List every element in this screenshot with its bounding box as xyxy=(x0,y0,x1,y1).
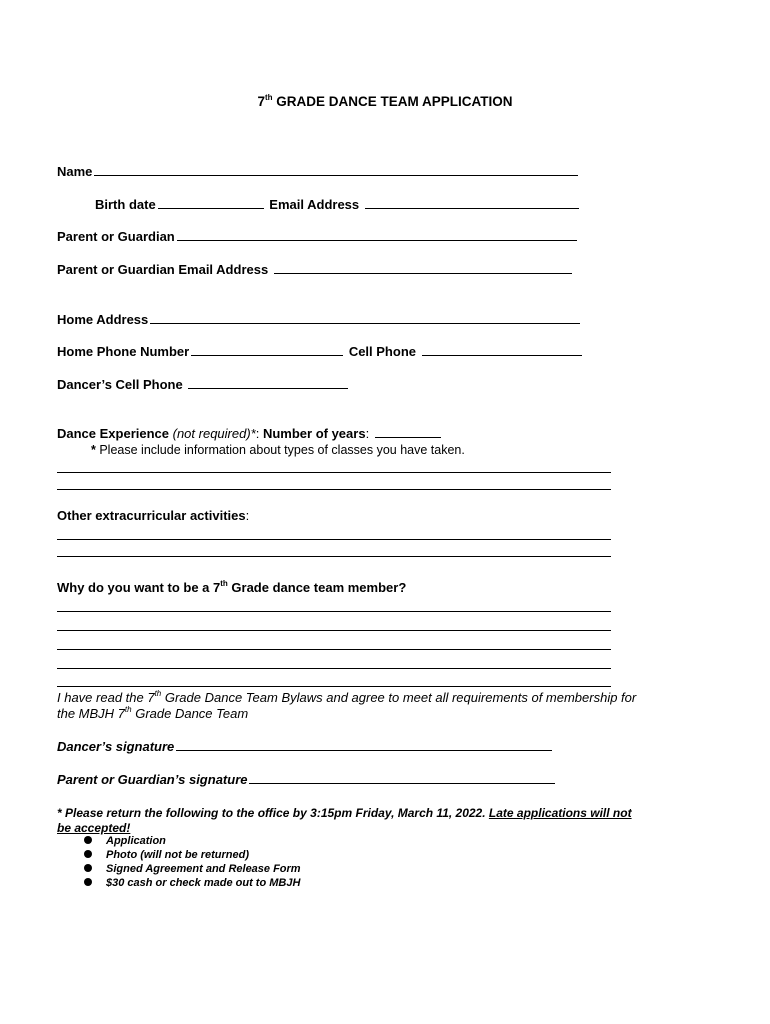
experience-colon: : xyxy=(255,426,263,441)
why-line-1[interactable] xyxy=(57,611,611,612)
dancer-signature-field[interactable] xyxy=(57,739,552,754)
parent-field[interactable] xyxy=(57,229,577,244)
extracurricular-row xyxy=(57,508,249,523)
name-field[interactable] xyxy=(57,164,578,179)
email-label: Email Address xyxy=(269,197,360,212)
parent-email-field[interactable] xyxy=(57,262,572,277)
agreement-text-1b: Grade Dance Team Bylaws and agree to meet all requirements of membership for xyxy=(161,690,637,705)
dancer-signature-label: Dancer’s signature xyxy=(57,739,175,754)
page-title: 7th GRADE DANCE TEAM APPLICATION xyxy=(257,92,513,109)
why-text-2: Grade dance team member? xyxy=(227,580,407,595)
bullet-icon xyxy=(84,836,92,844)
checklist-item xyxy=(84,877,300,889)
home-phone-label: Home Phone Number xyxy=(57,344,190,359)
years-line[interactable] xyxy=(375,426,441,438)
home-address-label: Home Address xyxy=(57,312,149,327)
experience-note xyxy=(91,443,465,457)
parent-signature-field[interactable] xyxy=(57,772,555,787)
parent-signature-label: Parent or Guardian’s signature xyxy=(57,772,248,787)
years-label: Number of years xyxy=(262,426,366,441)
parent-label: Parent or Guardian xyxy=(57,229,175,244)
experience-answer-line-1[interactable] xyxy=(57,472,611,473)
late-warning-2: be accepted! xyxy=(57,821,131,835)
agreement-text-1a: I have read the 7 xyxy=(57,690,155,705)
agreement-text-2b: Grade Dance Team xyxy=(131,706,249,721)
birth-date-label: Birth date xyxy=(95,197,156,212)
birth-email-row xyxy=(95,197,579,212)
checklist-item-label: Application xyxy=(106,835,166,847)
agreement-sup-2: th xyxy=(124,704,132,714)
why-sup: th xyxy=(220,578,228,588)
checklist-item xyxy=(84,863,301,875)
bullet-icon xyxy=(84,878,92,886)
checklist-item xyxy=(84,835,166,847)
why-line-3[interactable] xyxy=(57,649,611,650)
parent-email-label: Parent or Guardian Email Address xyxy=(57,262,269,277)
years-colon: : xyxy=(365,426,370,441)
experience-answer-line-2[interactable] xyxy=(57,489,611,490)
dance-experience-row xyxy=(57,426,441,441)
why-line-5[interactable] xyxy=(57,686,611,687)
return-note xyxy=(57,806,632,820)
parent-signature-line[interactable] xyxy=(249,772,555,784)
email-line[interactable] xyxy=(365,197,579,209)
extracurricular-line-2[interactable] xyxy=(57,556,611,557)
dancer-cell-line[interactable] xyxy=(188,377,348,389)
birth-date-line[interactable] xyxy=(158,197,264,209)
late-warning-1: Late applications will not xyxy=(488,806,632,820)
checklist-item-label: Signed Agreement and Release Form xyxy=(106,863,301,875)
dancer-signature-line[interactable] xyxy=(176,739,552,751)
parent-email-line[interactable] xyxy=(274,262,572,274)
extracurricular-label: Other extracurricular activities xyxy=(57,508,246,523)
extracurricular-line-1[interactable] xyxy=(57,539,611,540)
agreement-sup-1: th xyxy=(154,688,162,698)
phone-row xyxy=(57,344,582,359)
agreement-text-2a: the MBJH 7 xyxy=(57,706,125,721)
why-line-4[interactable] xyxy=(57,668,611,669)
note-star: * xyxy=(91,443,96,457)
why-question xyxy=(57,580,406,595)
cell-phone-label: Cell Phone xyxy=(348,344,416,359)
bullet-icon xyxy=(84,864,92,872)
bullet-icon xyxy=(84,850,92,858)
cell-phone-line[interactable] xyxy=(422,344,582,356)
dance-experience-label: Dance Experience xyxy=(57,426,170,441)
home-address-line[interactable] xyxy=(150,312,580,324)
extracurricular-colon: : xyxy=(245,508,250,523)
return-note-text: * Please return the following to the office by 3:15pm Friday, March 11, 2022. xyxy=(57,806,489,820)
agreement-line-2 xyxy=(57,706,248,721)
note-text: Please include information about types of classes you have taken. xyxy=(95,443,465,457)
why-text-1: Why do you want to be a 7 xyxy=(57,580,221,595)
checklist-item-label: $30 cash or check made out to MBJH xyxy=(106,877,301,889)
checklist-item xyxy=(84,849,249,861)
agreement-line-1 xyxy=(57,690,636,705)
name-line[interactable] xyxy=(94,164,578,176)
home-address-field[interactable] xyxy=(57,312,580,327)
not-required-note: (not required)* xyxy=(169,426,256,441)
dancer-cell-field[interactable] xyxy=(57,377,348,392)
parent-line[interactable] xyxy=(177,229,577,241)
why-line-2[interactable] xyxy=(57,630,611,631)
home-phone-line[interactable] xyxy=(191,344,343,356)
checklist-item-label: Photo (will not be returned) xyxy=(106,849,249,861)
name-label: Name xyxy=(57,164,93,179)
dancer-cell-label: Dancer’s Cell Phone xyxy=(57,377,183,392)
